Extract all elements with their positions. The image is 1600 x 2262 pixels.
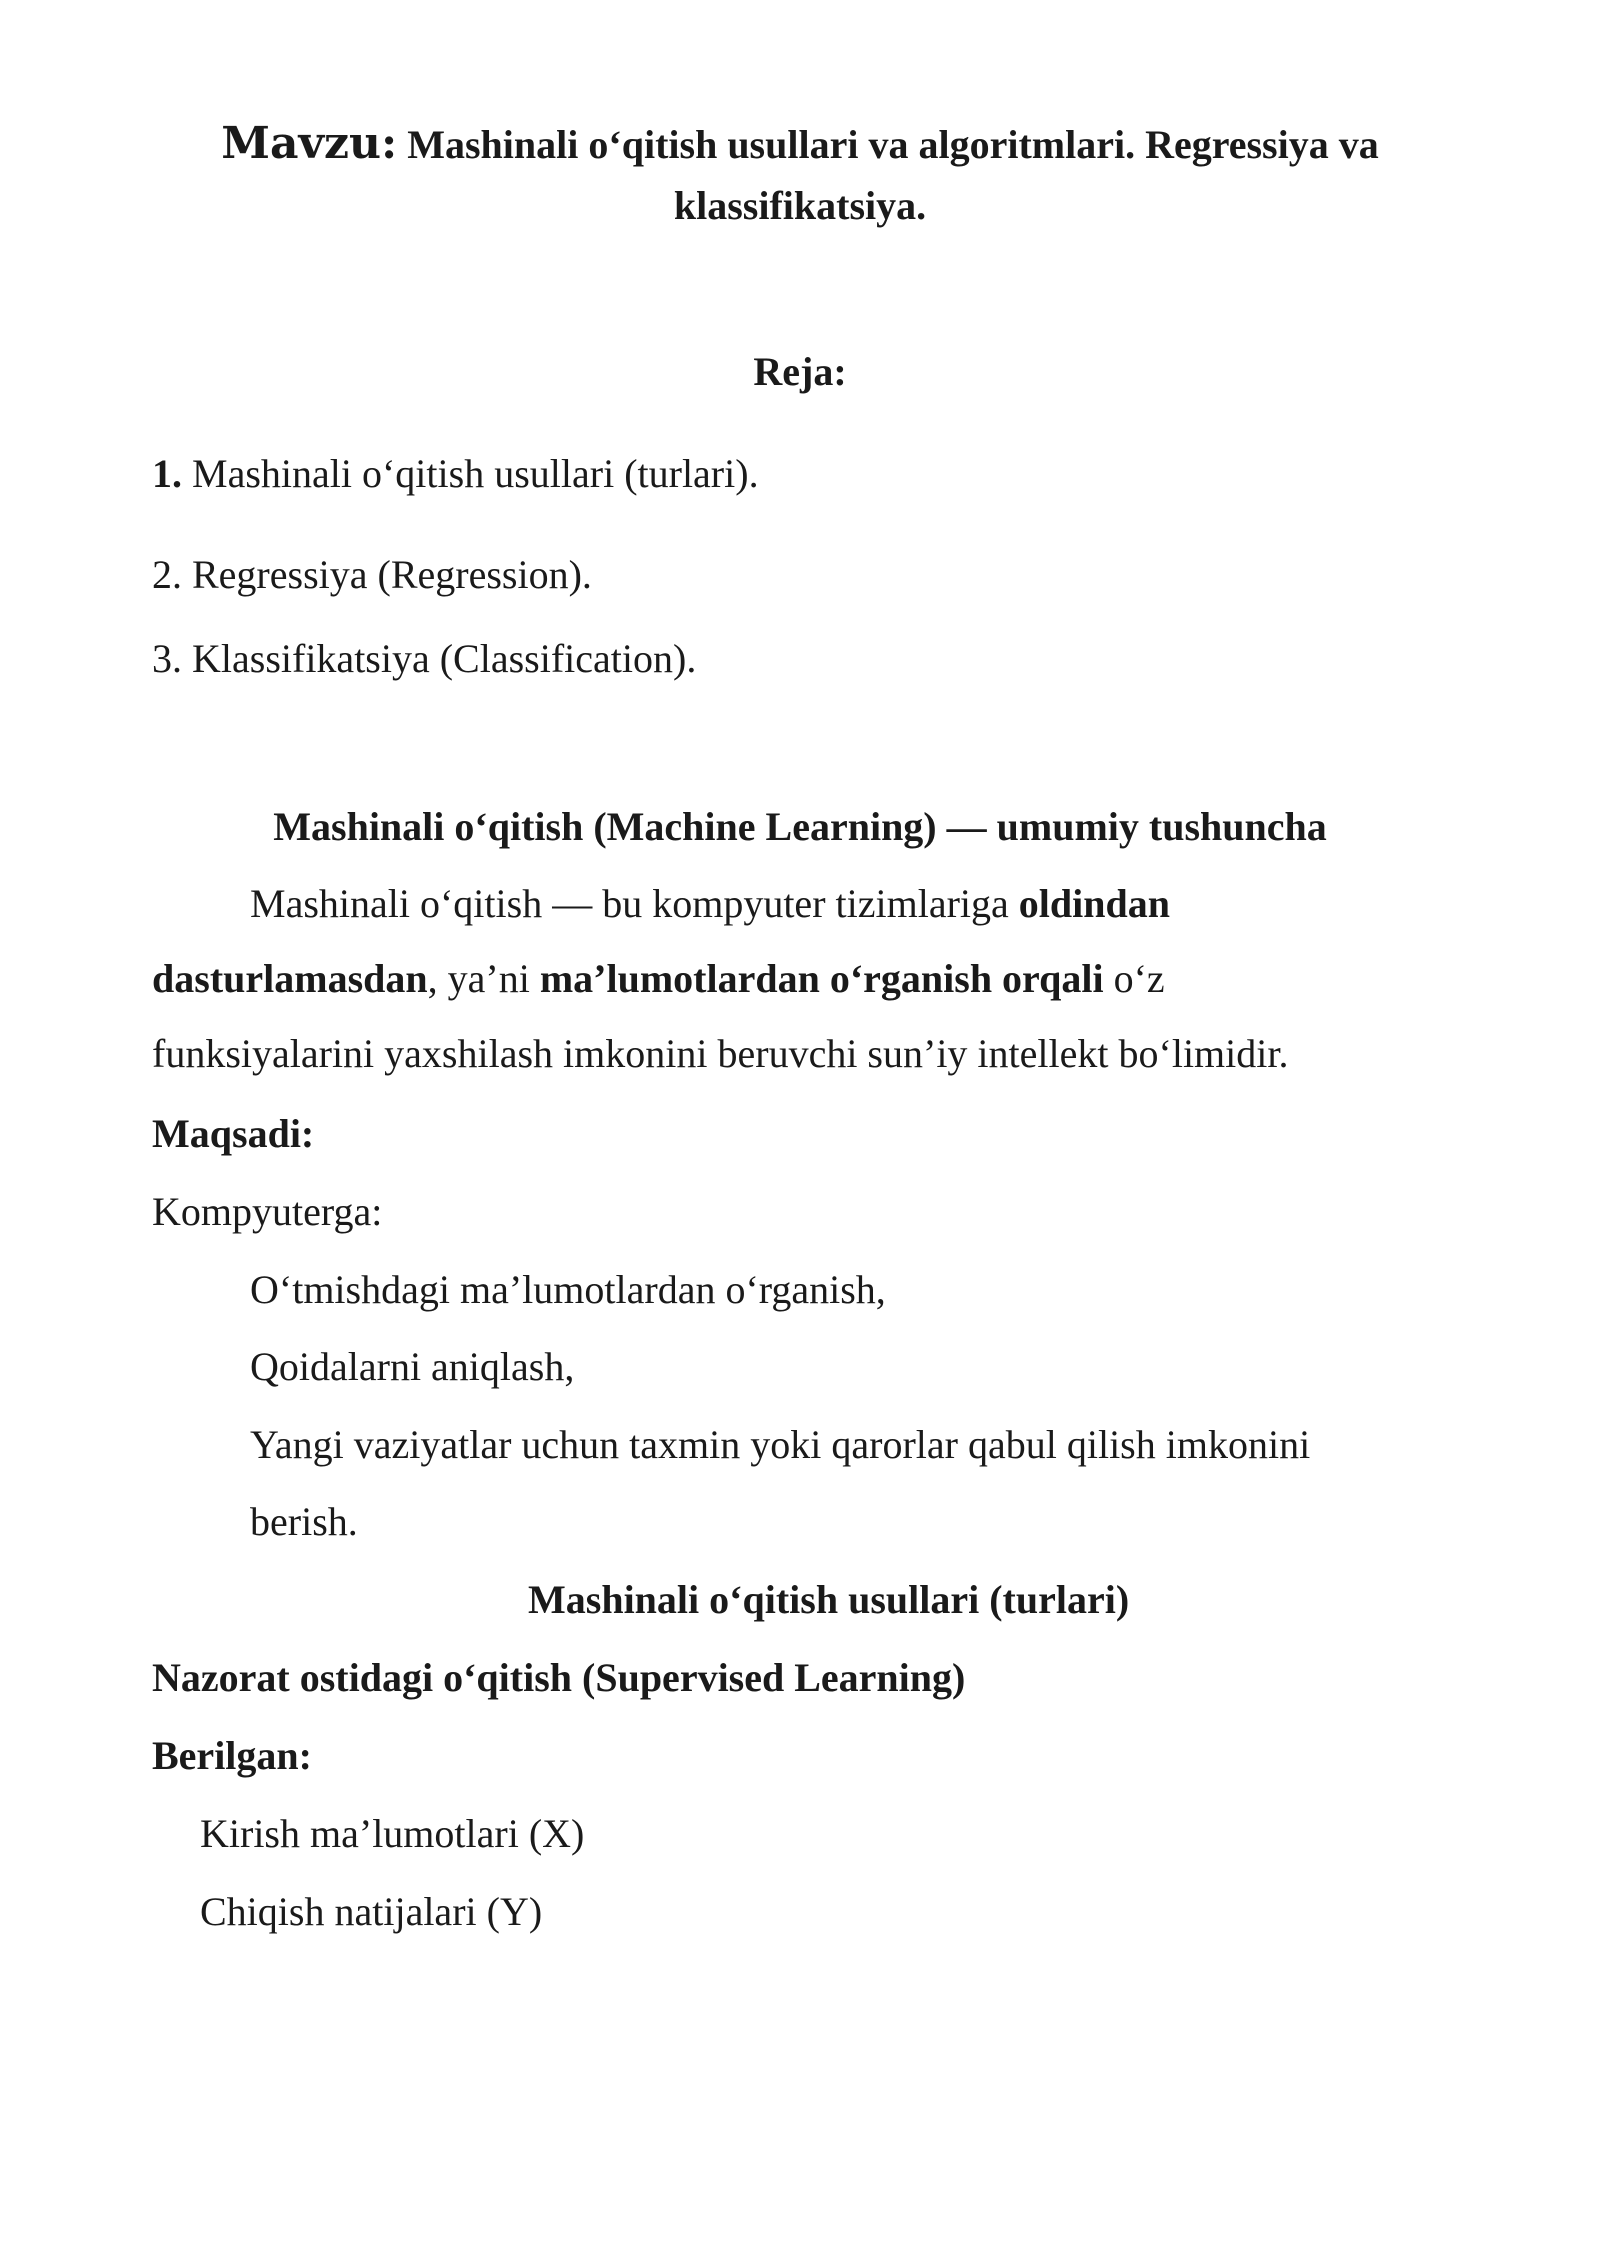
plan-item-text: Regressiya (Regression). (192, 552, 592, 597)
ml-paragraph-line2 (152, 955, 1165, 1003)
plan-item-number: 1. (152, 451, 182, 496)
ml-paragraph-bold: ma’lumotlardan o‘rganish orqali (539, 956, 1104, 1001)
goal-item: Yangi vaziyatlar uchun taxmin yoki qarorlar qabul qilish imkonini (250, 1422, 1311, 1467)
given-heading: Berilgan: (152, 1733, 312, 1778)
ml-paragraph-text: Mashinali o‘qitish — bu kompyuter tizimlariga (250, 881, 1019, 926)
given-item: Chiqish natijalari (Y) (200, 1889, 543, 1934)
plan-item (152, 551, 592, 599)
title-text: Mashinali o‘qitish usullari va algoritmlari. Regressiya va (407, 122, 1379, 167)
plan-item-number: 3. (152, 636, 182, 681)
goal-item: Qoidalarni aniqlash, (250, 1344, 575, 1389)
goal-item-continuation: berish. (250, 1499, 358, 1544)
plan-item-text: Mashinali o‘qitish usullari (turlari). (192, 451, 759, 496)
ml-paragraph-text: , ya’ni (427, 956, 540, 1001)
plan-item-text: Klassifikatsiya (Classification). (192, 636, 697, 681)
ml-paragraph-bold: oldindan (1018, 881, 1170, 926)
goal-item: O‘tmishdagi ma’lumotlardan o‘rganish, (250, 1267, 886, 1312)
ml-paragraph-line1 (250, 880, 1170, 928)
plan-item (152, 635, 696, 683)
document-title-line1 (0, 120, 1600, 169)
ml-paragraph-text: o‘z (1103, 956, 1165, 1001)
goal-intro: Kompyuterga: (152, 1189, 383, 1234)
ml-paragraph-bold: dasturlamasdan (152, 956, 428, 1001)
ml-paragraph-line3: funksiyalarini yaxshilash imkonini beruvchi sun’iy intellekt bo‘limidir. (152, 1031, 1289, 1076)
goal-heading: Maqsadi: (152, 1111, 315, 1156)
given-item: Kirish ma’lumotlari (X) (200, 1811, 585, 1856)
ml-section-heading: Mashinali o‘qitish (Machine Learning) — umumiy tushuncha (273, 804, 1327, 849)
document-title-line2: klassifikatsiya. (673, 183, 927, 228)
plan-item (152, 450, 759, 498)
supervised-heading: Nazorat ostidagi o‘qitish (Supervised Learning) (152, 1655, 966, 1700)
plan-heading: Reja: (753, 349, 847, 394)
methods-section-heading: Mashinali o‘qitish usullari (turlari) (528, 1577, 1130, 1622)
title-lead: Mavzu: (221, 118, 398, 169)
plan-item-number: 2. (152, 552, 182, 597)
